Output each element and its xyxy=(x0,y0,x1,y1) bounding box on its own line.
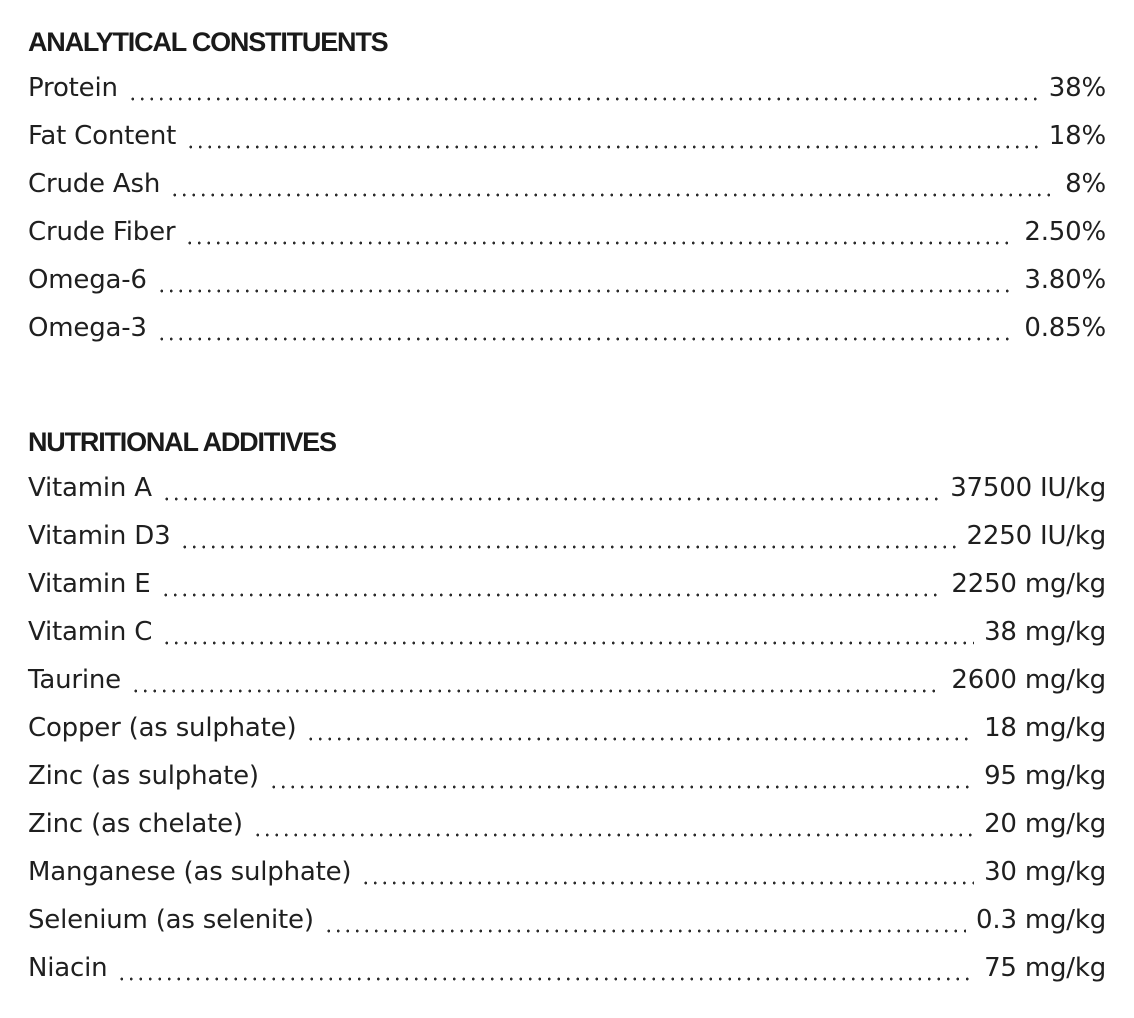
list-item xyxy=(28,512,1106,560)
item-value: 0.85% xyxy=(1024,313,1106,343)
item-label: Vitamin D3 xyxy=(28,521,171,551)
item-label: Vitamin A xyxy=(28,473,152,503)
list-item xyxy=(28,256,1106,304)
dot-leader xyxy=(269,752,974,800)
item-label: Zinc (as chelate) xyxy=(28,809,243,839)
dot-leader xyxy=(170,160,1055,208)
list-item xyxy=(28,800,1106,848)
item-value: 2.50% xyxy=(1024,217,1106,247)
dot-leader xyxy=(361,848,974,896)
item-label: Manganese (as sulphate) xyxy=(28,857,352,887)
item-value: 2600 mg/kg xyxy=(951,665,1106,695)
item-value: 3.80% xyxy=(1024,265,1106,295)
item-label: Crude Fiber xyxy=(28,217,176,247)
list-item xyxy=(28,752,1106,800)
item-label: Crude Ash xyxy=(28,169,161,199)
item-value: 38 mg/kg xyxy=(984,617,1106,647)
item-label: Copper (as sulphate) xyxy=(28,713,297,743)
analytical-constituents-section xyxy=(28,22,1106,352)
list-item xyxy=(28,160,1106,208)
nutritional-additives-heading: NUTRITIONAL ADDITIVES xyxy=(28,427,336,457)
analytical-list xyxy=(28,64,1106,352)
item-value: 38% xyxy=(1048,73,1106,103)
item-label: Fat Content xyxy=(28,121,177,151)
list-item xyxy=(28,704,1106,752)
item-value: 30 mg/kg xyxy=(984,857,1106,887)
dot-leader xyxy=(324,896,966,944)
dot-leader xyxy=(162,464,940,512)
dot-leader xyxy=(157,304,1015,352)
item-label: Zinc (as sulphate) xyxy=(28,761,259,791)
item-value: 37500 IU/kg xyxy=(950,473,1106,503)
item-label: Vitamin E xyxy=(28,569,151,599)
list-item xyxy=(28,560,1106,608)
item-label: Protein xyxy=(28,73,118,103)
dot-leader xyxy=(186,112,1039,160)
list-item xyxy=(28,64,1106,112)
list-item xyxy=(28,848,1106,896)
nutritional-additives-section xyxy=(28,422,1106,992)
dot-leader xyxy=(253,800,974,848)
item-label: Niacin xyxy=(28,953,108,983)
dot-leader xyxy=(180,512,956,560)
dot-leader xyxy=(185,208,1014,256)
item-value: 18 mg/kg xyxy=(984,713,1106,743)
list-item xyxy=(28,464,1106,512)
item-value: 0.3 mg/kg xyxy=(976,905,1106,935)
item-label: Omega-3 xyxy=(28,313,147,343)
item-value: 95 mg/kg xyxy=(984,761,1106,791)
list-item xyxy=(28,304,1106,352)
list-item xyxy=(28,208,1106,256)
item-label: Omega-6 xyxy=(28,265,147,295)
dot-leader xyxy=(157,256,1015,304)
item-value: 2250 IU/kg xyxy=(966,521,1106,551)
item-label: Selenium (as selenite) xyxy=(28,905,314,935)
dot-leader xyxy=(117,944,974,992)
list-item xyxy=(28,944,1106,992)
dot-leader xyxy=(128,64,1039,112)
dot-leader xyxy=(306,704,974,752)
item-label: Vitamin C xyxy=(28,617,153,647)
item-value: 20 mg/kg xyxy=(984,809,1106,839)
list-item xyxy=(28,112,1106,160)
analytical-constituents-heading: ANALYTICAL CONSTITUENTS xyxy=(28,27,388,57)
item-value: 8% xyxy=(1065,169,1106,199)
dot-leader xyxy=(131,656,941,704)
list-item xyxy=(28,896,1106,944)
list-item xyxy=(28,656,1106,704)
dot-leader xyxy=(161,560,942,608)
item-value: 2250 mg/kg xyxy=(951,569,1106,599)
item-label: Taurine xyxy=(28,665,121,695)
additives-list xyxy=(28,464,1106,992)
dot-leader xyxy=(162,608,974,656)
item-value: 75 mg/kg xyxy=(984,953,1106,983)
item-value: 18% xyxy=(1048,121,1106,151)
list-item xyxy=(28,608,1106,656)
